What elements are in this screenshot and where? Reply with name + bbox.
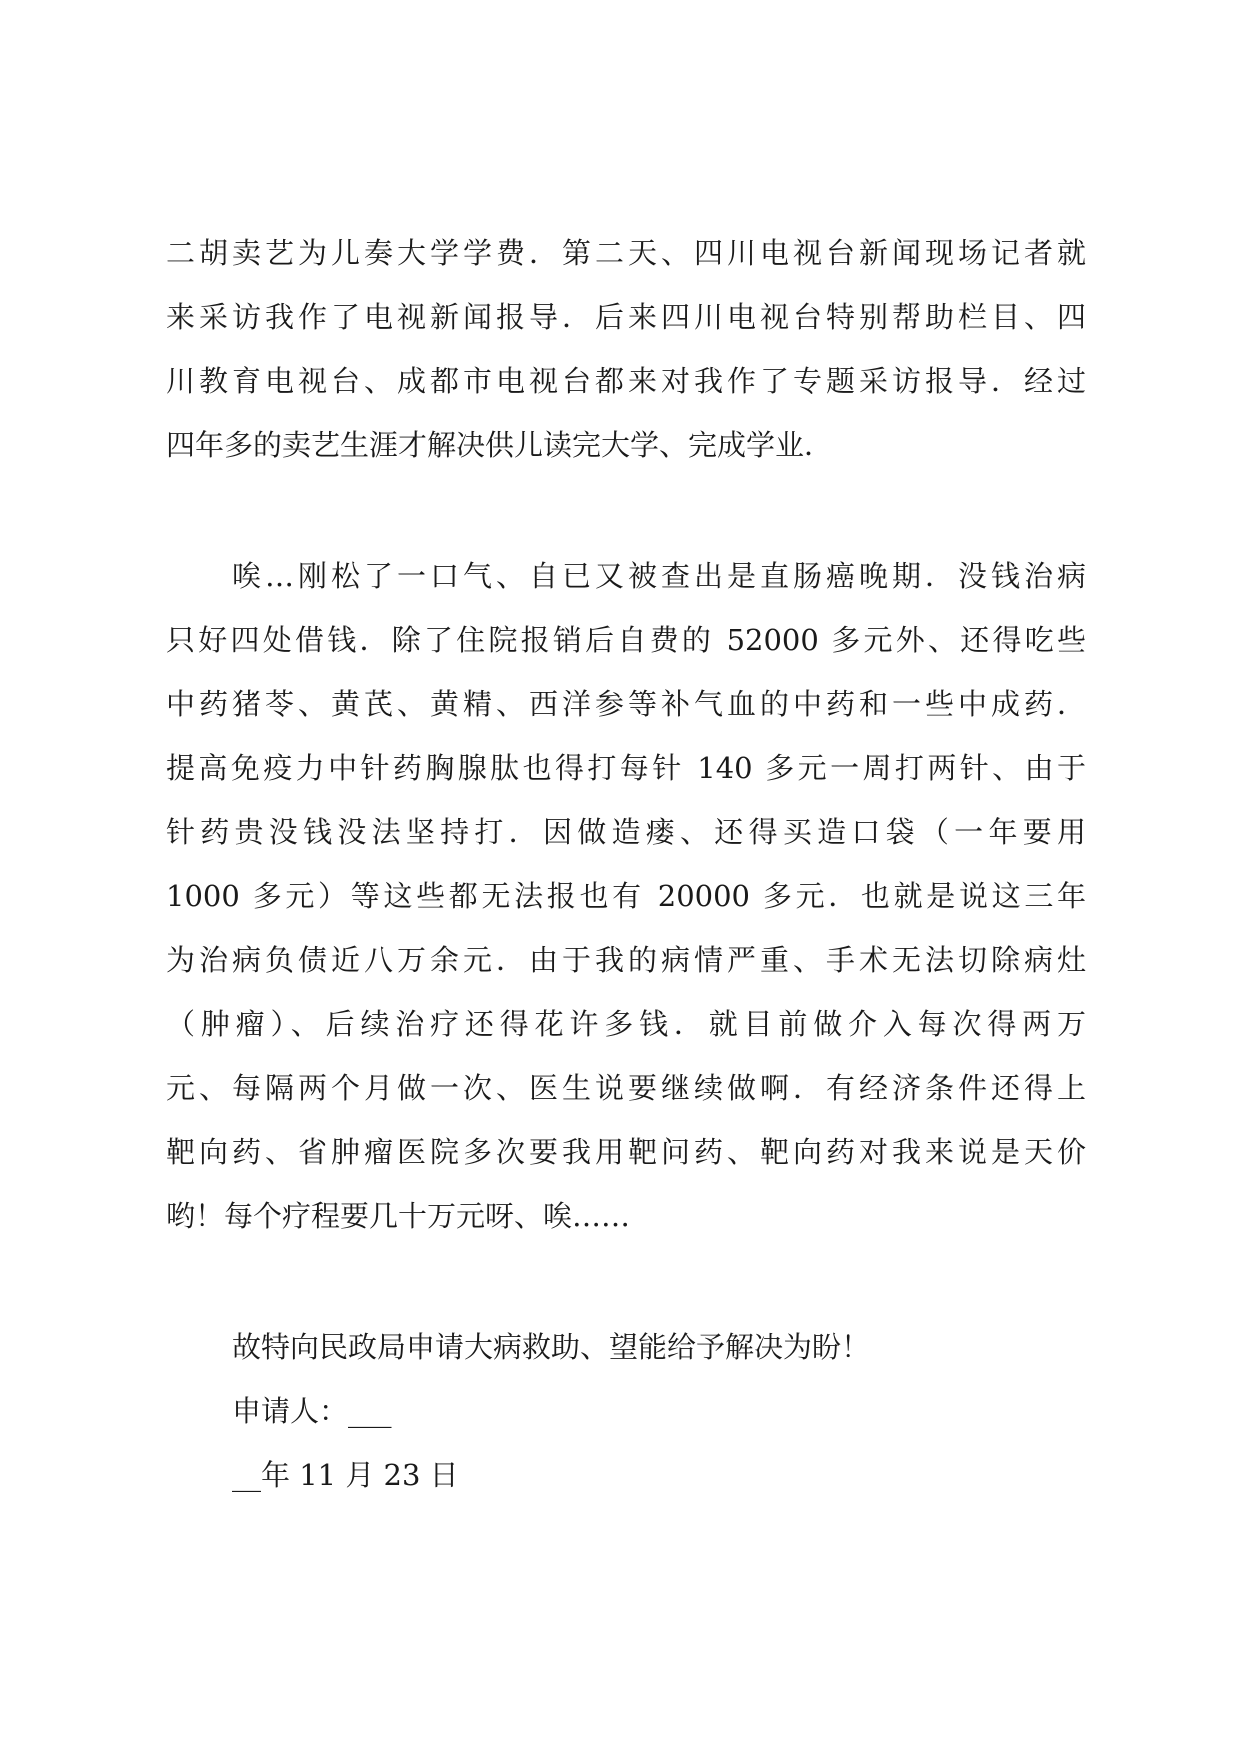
paragraph-2-line-2: 只好四处借钱．除了住院报销后自费的 52000 多元外、还得吃些 — [166, 623, 1086, 657]
request-statement: 故特向民政局申请大病救助、望能给予解决为盼！ — [232, 1330, 871, 1364]
paragraph-2-line-1: 唉…刚松了一口气、自已又被查出是直肠癌晚期．没钱治病 — [166, 559, 1086, 593]
paragraph-2-line-8: （肿瘤）、后续治疗还得花许多钱．就目前做介入每次得两万 — [166, 1007, 1086, 1041]
paragraph-1-line-1: 二胡卖艺为儿奏大学学费．第二天、四川电视台新闻现场记者就 — [166, 236, 1086, 270]
paragraph-2-line-9: 元、每隔两个月做一次、医生说要继续做啊．有经济条件还得上 — [166, 1071, 1086, 1105]
paragraph-2-line-5: 针药贵没钱没法坚持打．因做造瘘、还得买造口袋（一年要用 — [166, 815, 1086, 849]
paragraph-2-line-11: 哟！每个疗程要几十万元呀、唉…… — [166, 1199, 631, 1233]
paragraph-2-line-4: 提高免疫力中针药胸腺肽也得打每针 140 多元一周打两针、由于 — [166, 751, 1086, 785]
paragraph-2-line-6: 1000 多元）等这些都无法报也有 20000 多元．也就是说这三年 — [166, 879, 1086, 913]
paragraph-1-line-2: 来采访我作了电视新闻报导．后来四川电视台特别帮助栏目、四 — [166, 300, 1086, 334]
paragraph-1-line-3: 川教育电视台、成都市电视台都来对我作了专题采访报导．经过 — [166, 364, 1086, 398]
paragraph-2-line-7: 为治病负债近八万余元．由于我的病情严重、手术无法切除病灶 — [166, 943, 1086, 977]
paragraph-2-line-3: 中药猪苓、黄芪、黄精、西洋参等补气血的中药和一些中成药． — [166, 687, 1086, 721]
paragraph-2-line-10: 靶向药、省肿瘤医院多次要我用靶问药、靶向药对我来说是天价 — [166, 1135, 1086, 1169]
paragraph-1-line-4: 四年多的卖艺生涯才解决供儿读完大学、完成学业． — [166, 428, 834, 462]
applicant-signature-line: 申请人：___ — [232, 1394, 392, 1428]
date-line: __年 11 月 23 日 — [232, 1458, 459, 1492]
